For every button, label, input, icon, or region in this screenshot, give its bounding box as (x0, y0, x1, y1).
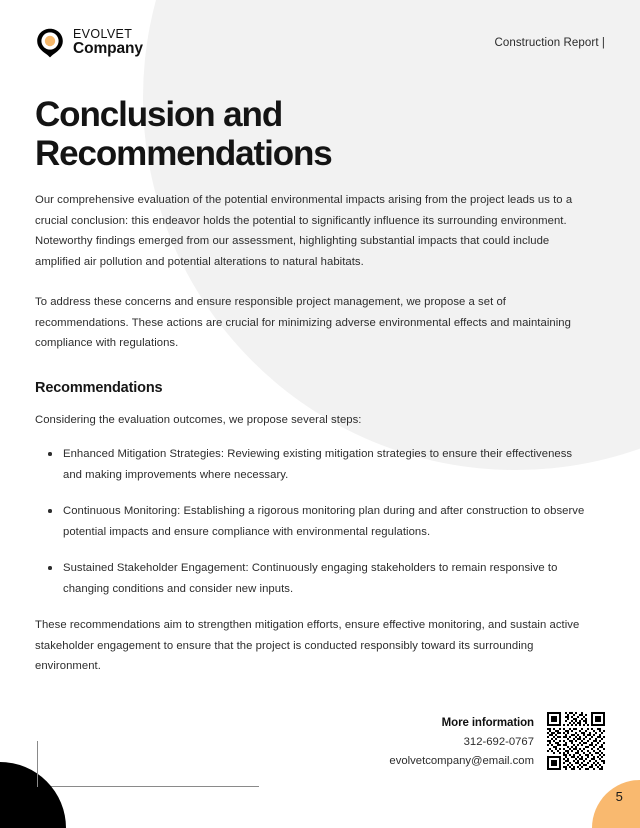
page-number: 5 (615, 789, 623, 804)
decorative-orange-corner (592, 780, 640, 828)
document-body (35, 190, 587, 697)
footer-vertical-rule (37, 741, 38, 787)
recommendations-list (35, 444, 587, 599)
section-heading-recommendations: Recommendations (35, 379, 163, 396)
brand-wordmark (73, 28, 143, 57)
paragraph-closing: These recommendations aim to strengthen mitigation efforts, ensure effective monitoring, and sustain active stakeholder engagement to ensure that the project is conducted responsibly toward its surrounding environment. (35, 619, 580, 672)
more-information-label: More information (441, 717, 534, 729)
paragraph-intro: Our comprehensive evaluation of the potential environmental impacts arising from the project leads us to a crucial conclusion: this endeavor holds the potential to significantly influence its surrounding environment. Noteworthy findings emerged from our assessment, highlighting substantial impacts that could include amplified air pollution and potential alterations to natural habitats. (35, 194, 573, 268)
list-item: Sustained Stakeholder Engagement: Continuously engaging stakeholders to remain responsive to changing conditions and consider new inputs. (61, 558, 587, 599)
contact-block (389, 712, 534, 771)
contact-email[interactable]: evolvetcompany@email.com (389, 755, 534, 767)
brand-name-top: EVOLVET (73, 27, 133, 42)
decorative-black-corner (0, 762, 66, 828)
contact-phone[interactable]: 312-692-0767 (463, 736, 534, 748)
page-title: Conclusion and Recommendations (35, 95, 332, 173)
brand-logo (36, 28, 143, 58)
paragraph-steps-lead-in: Considering the evaluation outcomes, we propose several steps: (35, 413, 362, 426)
footer-horizontal-rule (37, 786, 259, 787)
qr-code-icon[interactable] (547, 712, 605, 770)
page-footer (389, 712, 605, 771)
paragraph-approach: To address these concerns and ensure responsible project management, we propose a set of recommendations. These actions are crucial for minimizing adverse environmental effects and maintaining compliance with regulations. (35, 296, 571, 349)
page-header (36, 28, 605, 58)
document-type-label: Construction Report | (494, 37, 605, 49)
location-pin-logo-icon (36, 28, 64, 58)
brand-name-bottom: Company (73, 40, 143, 58)
list-item: Continuous Monitoring: Establishing a rigorous monitoring plan during and after construction to observe potential impacts and ensure compliance with environmental regulations. (61, 501, 587, 542)
list-item: Enhanced Mitigation Strategies: Reviewing existing mitigation strategies to ensure their effectiveness and making improvements where necessary. (61, 444, 587, 485)
